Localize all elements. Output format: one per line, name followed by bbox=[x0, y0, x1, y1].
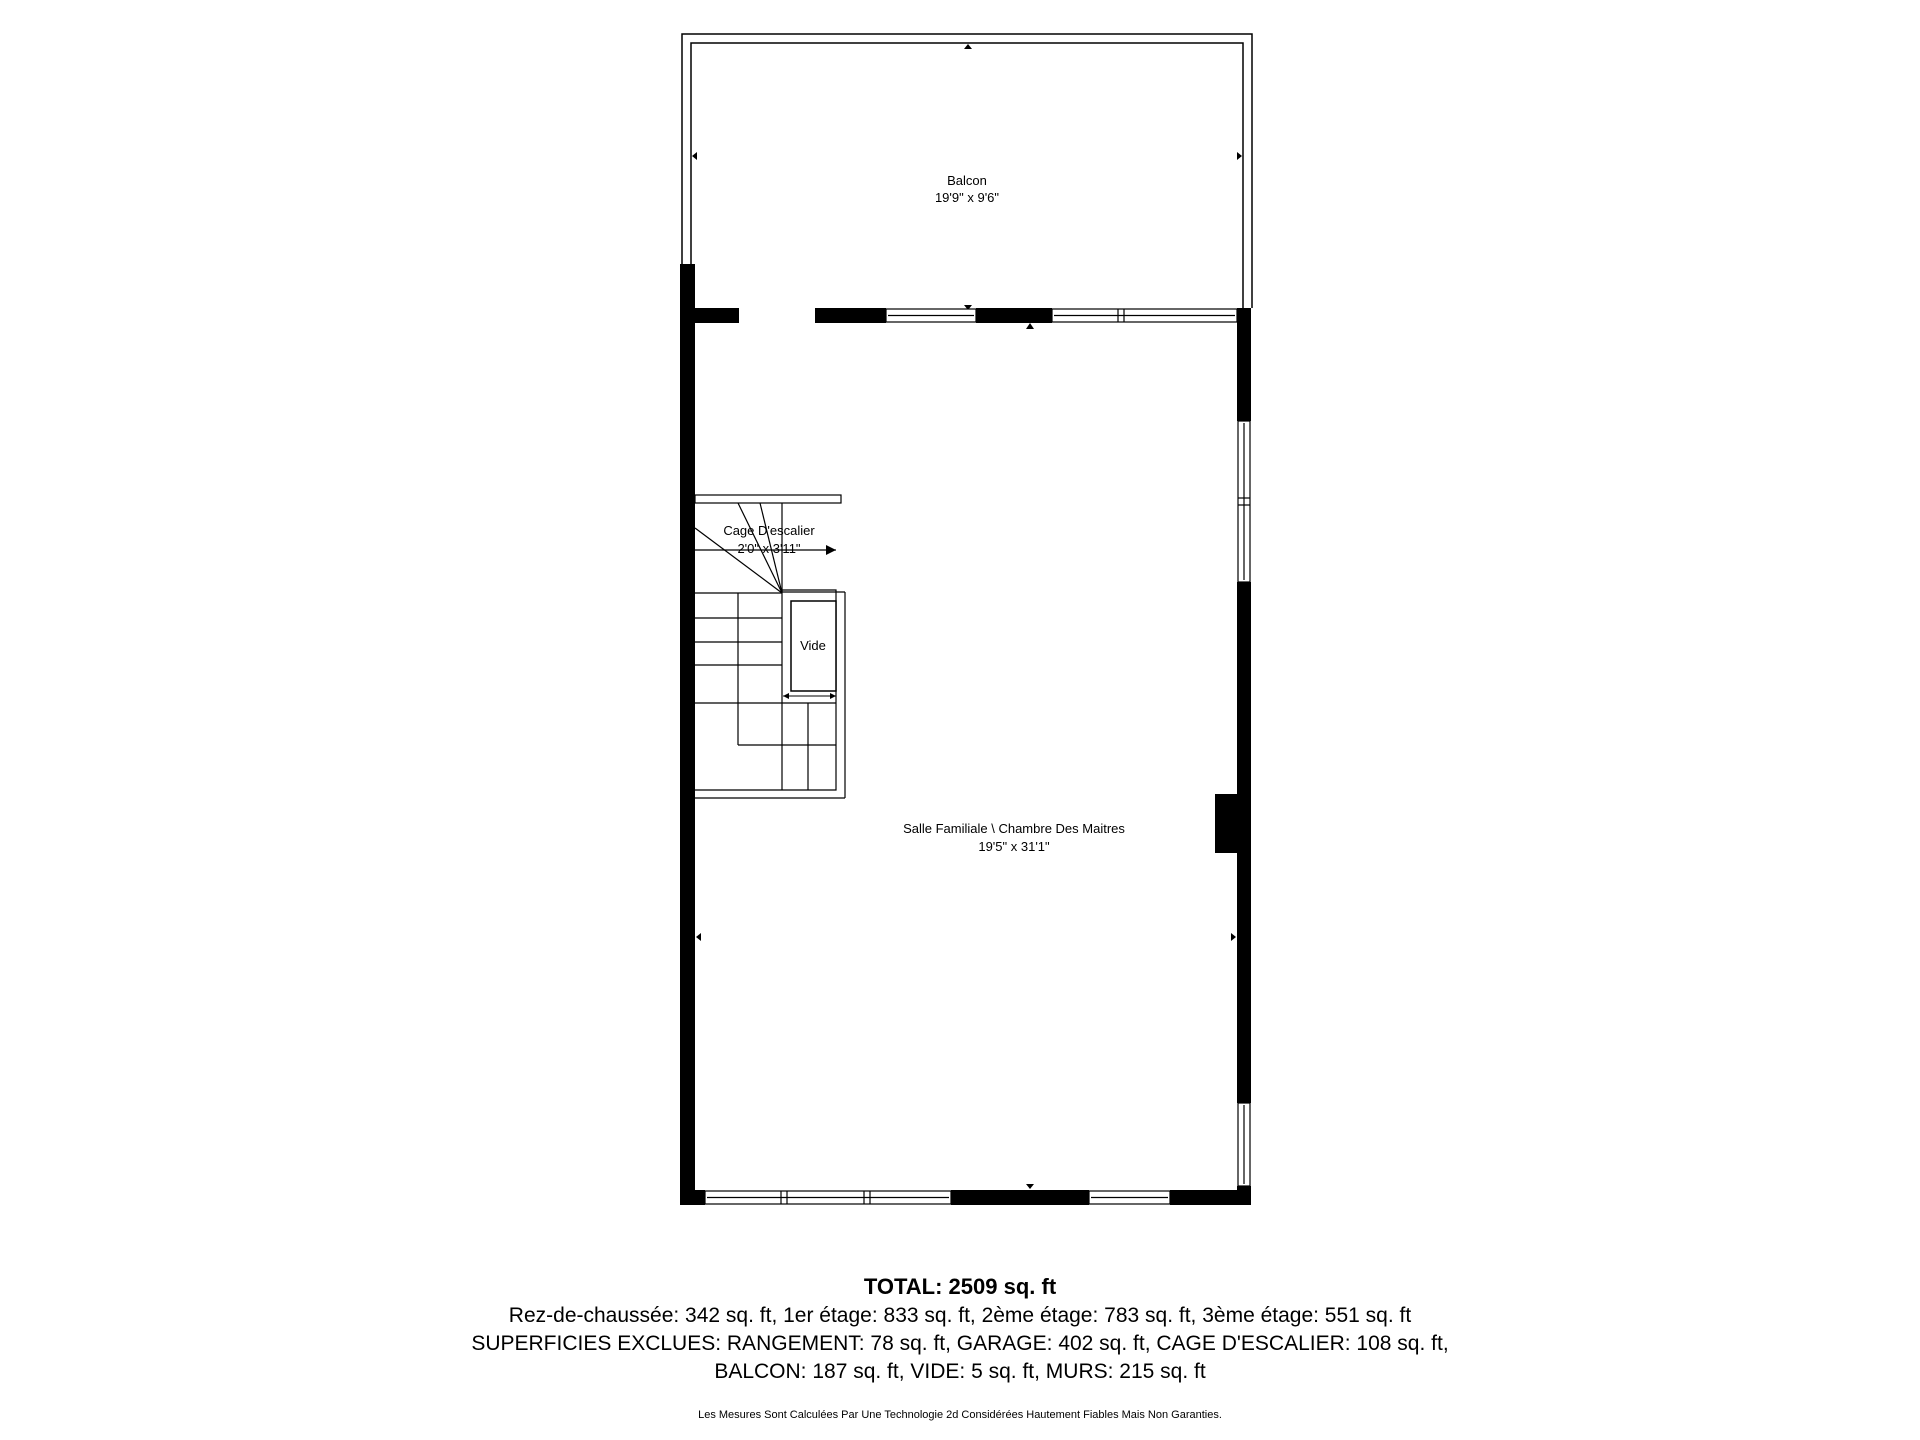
total-area: TOTAL: 2509 sq. ft bbox=[863, 1274, 1057, 1299]
floor-areas: Rez-de-chaussée: 342 sq. ft, 1er étage: 833 sq. ft, 2ème étage: 783 sq. ft, 3ème étage: 551 sq. ft bbox=[508, 1304, 1412, 1327]
room-label-main: Salle Familiale \ Chambre Des Maitres bbox=[903, 821, 1125, 836]
stair-arrow-icon bbox=[826, 545, 836, 555]
room-dimension-marker-right bbox=[1231, 933, 1236, 941]
room-dimension-marker-bottom bbox=[1026, 1184, 1034, 1189]
room-dimension-marker-top bbox=[1026, 323, 1034, 329]
excluded-areas-line-2: BALCON: 187 sq. ft, VIDE: 5 sq. ft, MURS: 215 sq. ft bbox=[714, 1360, 1206, 1383]
exterior-walls bbox=[680, 264, 1251, 1205]
balcony-railing bbox=[682, 34, 1252, 308]
room-label-stair: Cage D'escalier bbox=[723, 523, 815, 538]
room-dims-balcony: 19'9" x 9'6" bbox=[934, 190, 1000, 205]
top-windows bbox=[886, 309, 1237, 322]
bottom-windows bbox=[705, 1191, 1170, 1204]
void-marker-left bbox=[783, 693, 789, 699]
balcony-dimension-marker-top bbox=[964, 44, 972, 49]
balcony-dimension-marker-left bbox=[692, 152, 697, 160]
room-label-void: Vide bbox=[800, 638, 826, 653]
balcony-dimension-marker-right bbox=[1237, 152, 1242, 160]
room-dims-stair: 2'0" x 3'11" bbox=[737, 541, 801, 556]
void-marker-right bbox=[830, 693, 836, 699]
fireplace bbox=[1215, 794, 1238, 853]
area-summary bbox=[0, 1272, 1920, 1386]
excluded-areas-line-1: SUPERFICIES EXCLUES: RANGEMENT: 78 sq. ft, GARAGE: 402 sq. ft, CAGE D'ESCALIER: 108 sq. ft, bbox=[471, 1332, 1449, 1355]
room-dims-main: 19'5" x 31'1" bbox=[978, 839, 1050, 854]
room-dimension-marker-left bbox=[696, 933, 701, 941]
room-label-balcony: Balcon bbox=[947, 173, 987, 188]
disclaimer: Les Mesures Sont Calculées Par Une Technologie 2d Considérées Hautement Fiables Mais Non Garanties. bbox=[698, 1409, 1222, 1421]
